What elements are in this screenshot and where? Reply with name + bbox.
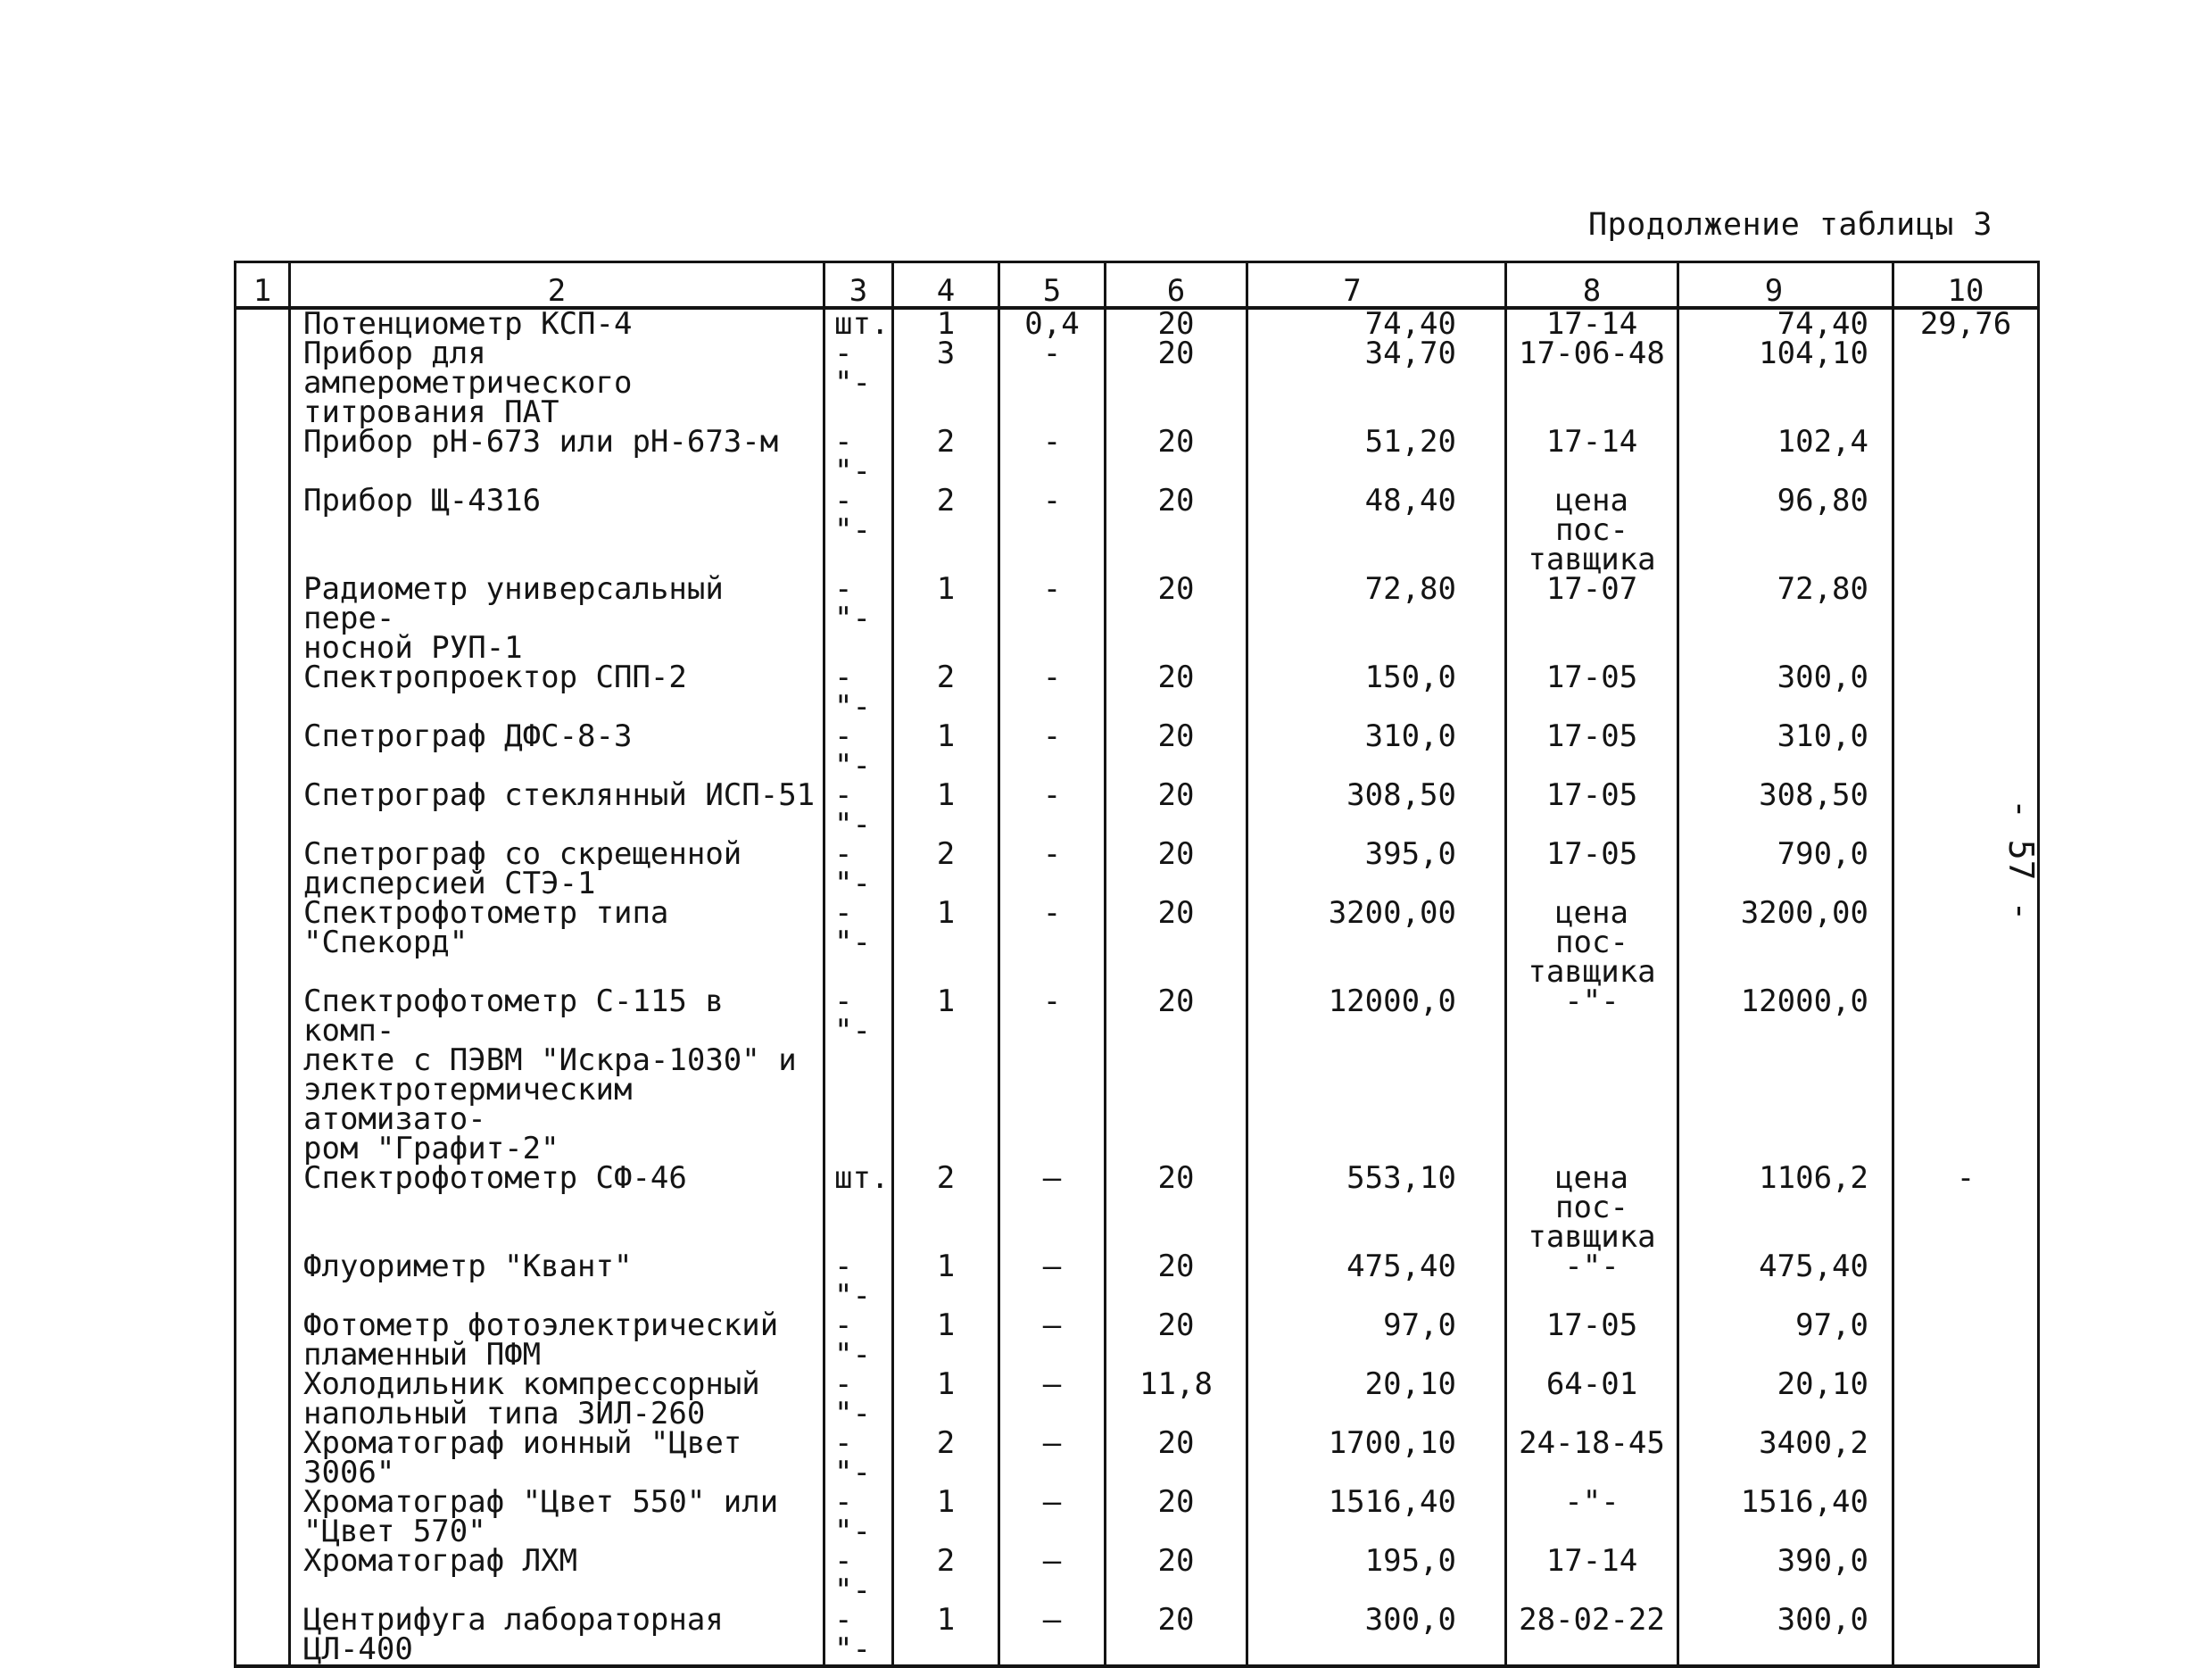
- table-cell-col-7: 1700,10: [1247, 1429, 1506, 1488]
- table-row: [236, 339, 2039, 427]
- table-cell-col-1: [236, 1488, 290, 1547]
- table-cell-col-6: 20: [1106, 987, 1247, 1164]
- table-cell-col-7: 74,40: [1247, 308, 1506, 339]
- table-cell-col-8: цена пос- тавщика: [1506, 899, 1678, 987]
- header-row: [236, 262, 2039, 309]
- table-cell-col-2: Спетрограф стеклянный ИСП-51: [290, 781, 824, 840]
- column-header-5: 5: [999, 262, 1106, 309]
- table-cell-col-6: 20: [1106, 1488, 1247, 1547]
- table-cell-col-1: [236, 899, 290, 987]
- table-cell-col-5: -: [999, 899, 1106, 987]
- table-cell-col-6: 20: [1106, 1429, 1247, 1488]
- table-cell-col-10: [1893, 1370, 2039, 1429]
- table-cell-col-2: Фотометр фотоэлектрический пламенный ПФМ: [290, 1311, 824, 1370]
- column-header-6: 6: [1106, 262, 1247, 309]
- table-cell-col-8: 28-02-22: [1506, 1606, 1678, 1666]
- table-row: [236, 1311, 2039, 1370]
- table-cell-col-5: -: [999, 339, 1106, 427]
- table-cell-col-4: 2: [893, 1547, 999, 1606]
- table-row: [236, 722, 2039, 781]
- table-cell-col-2: Флуориметр "Квант": [290, 1252, 824, 1311]
- table-cell-col-3: -"-: [824, 427, 893, 486]
- table-cell-col-10: [1893, 1606, 2039, 1666]
- table-cell-col-9: 104,10: [1678, 339, 1893, 427]
- table-cell-col-8: 17-05: [1506, 722, 1678, 781]
- table-cell-col-9: 102,4: [1678, 427, 1893, 486]
- table-cell-col-9: 97,0: [1678, 1311, 1893, 1370]
- table-cell-col-6: 20: [1106, 899, 1247, 987]
- table-cell-col-9: 308,50: [1678, 781, 1893, 840]
- table-cell-col-1: [236, 486, 290, 575]
- table-cell-col-3: -"-: [824, 575, 893, 663]
- table-cell-col-5: —: [999, 1252, 1106, 1311]
- table-cell-col-5: —: [999, 1429, 1106, 1488]
- table-cell-col-1: [236, 575, 290, 663]
- table-row: [236, 308, 2039, 339]
- table-cell-col-7: 150,0: [1247, 663, 1506, 722]
- table-cell-col-5: —: [999, 1370, 1106, 1429]
- column-header-4: 4: [893, 262, 999, 309]
- table-cell-col-7: 72,80: [1247, 575, 1506, 663]
- table-cell-col-10: -: [1893, 1164, 2039, 1252]
- table-cell-col-1: [236, 1547, 290, 1606]
- table-cell-col-1: [236, 722, 290, 781]
- table-cell-col-7: 308,50: [1247, 781, 1506, 840]
- table-cell-col-7: 3200,00: [1247, 899, 1506, 987]
- table-cell-col-9: 300,0: [1678, 663, 1893, 722]
- table-cell-col-1: [236, 663, 290, 722]
- table-cell-col-2: Спектрофотометр СФ-46: [290, 1164, 824, 1252]
- table-cell-col-5: -: [999, 663, 1106, 722]
- table-cell-col-10: [1893, 1429, 2039, 1488]
- table-cell-col-4: 1: [893, 1311, 999, 1370]
- table-cell-col-9: 1516,40: [1678, 1488, 1893, 1547]
- table-cell-col-10: [1893, 663, 2039, 722]
- table-cell-col-6: 20: [1106, 1164, 1247, 1252]
- table-cell-col-4: 1: [893, 1606, 999, 1666]
- table-cell-col-3: -"-: [824, 1488, 893, 1547]
- table-row: [236, 1606, 2039, 1666]
- table-cell-col-5: -: [999, 840, 1106, 899]
- table-cell-col-4: 2: [893, 840, 999, 899]
- table-cell-col-9: 1106,2: [1678, 1164, 1893, 1252]
- table-cell-col-7: 20,10: [1247, 1370, 1506, 1429]
- table-cell-col-4: 2: [893, 1429, 999, 1488]
- table-cell-col-2: Хроматограф ионный "Цвет 3006": [290, 1429, 824, 1488]
- table-cell-col-2: Спектрофотометр С-115 в комп- лекте с ПЭВМ "Искра-1030" и электротермическим атомизато- ром "Графит-2": [290, 987, 824, 1164]
- table-cell-col-9: 390,0: [1678, 1547, 1893, 1606]
- table-body: [236, 308, 2039, 1666]
- table-cell-col-2: Центрифуга лабораторная ЦЛ-400: [290, 1606, 824, 1666]
- table-cell-col-5: -: [999, 987, 1106, 1164]
- table-cell-col-2: Потенциометр КСП-4: [290, 308, 824, 339]
- table-cell-col-6: 20: [1106, 781, 1247, 840]
- column-header-8: 8: [1506, 262, 1678, 309]
- table-cell-col-6: 20: [1106, 575, 1247, 663]
- table-cell-col-8: -"-: [1506, 987, 1678, 1164]
- table-cell-col-8: 17-05: [1506, 1311, 1678, 1370]
- table-cell-col-2: Холодильник компрессорный напольный типа ЗИЛ-260: [290, 1370, 824, 1429]
- table-cell-col-3: -"-: [824, 1311, 893, 1370]
- column-header-2: 2: [290, 262, 824, 309]
- table-cell-col-4: 2: [893, 427, 999, 486]
- table-cell-col-4: 1: [893, 987, 999, 1164]
- column-header-7: 7: [1247, 262, 1506, 309]
- table-cell-col-7: 300,0: [1247, 1606, 1506, 1666]
- table-cell-col-1: [236, 781, 290, 840]
- table-cell-col-1: [236, 987, 290, 1164]
- table-cell-col-7: 97,0: [1247, 1311, 1506, 1370]
- table-cell-col-6: 20: [1106, 722, 1247, 781]
- table-row: [236, 486, 2039, 575]
- table-cell-col-3: -"-: [824, 781, 893, 840]
- table-cell-col-3: -"-: [824, 486, 893, 575]
- table-cell-col-1: [236, 1370, 290, 1429]
- table-row: [236, 1252, 2039, 1311]
- page-number: - 57 -: [2001, 799, 2041, 922]
- table-cell-col-5: -: [999, 427, 1106, 486]
- table-cell-col-6: 20: [1106, 1311, 1247, 1370]
- table-cell-col-4: 2: [893, 663, 999, 722]
- table-cell-col-4: 3: [893, 339, 999, 427]
- table-cell-col-8: 17-14: [1506, 308, 1678, 339]
- table-cell-col-1: [236, 1429, 290, 1488]
- column-header-10: 10: [1893, 262, 2039, 309]
- table-row: [236, 840, 2039, 899]
- table-cell-col-5: 0,4: [999, 308, 1106, 339]
- table-cell-col-2: Хроматограф "Цвет 550" или "Цвет 570": [290, 1488, 824, 1547]
- table-cell-col-9: 300,0: [1678, 1606, 1893, 1666]
- table-row: [236, 1429, 2039, 1488]
- table-cell-col-8: 17-07: [1506, 575, 1678, 663]
- table-cell-col-10: [1893, 987, 2039, 1164]
- table-row: [236, 1547, 2039, 1606]
- table-cell-col-7: 553,10: [1247, 1164, 1506, 1252]
- table-row: [236, 1164, 2039, 1252]
- table-cell-col-2: Прибор pH-673 или pH-673-м: [290, 427, 824, 486]
- table-cell-col-8: -"-: [1506, 1252, 1678, 1311]
- table-cell-col-10: 29,76: [1893, 308, 2039, 339]
- table-cell-col-5: —: [999, 1311, 1106, 1370]
- table-cell-col-6: 20: [1106, 339, 1247, 427]
- table-cell-col-9: 3400,2: [1678, 1429, 1893, 1488]
- table-cell-col-6: 11,8: [1106, 1370, 1247, 1429]
- table-cell-col-2: Спетрограф со скрещенной дисперсией СТЭ-1: [290, 840, 824, 899]
- table-cell-col-4: 1: [893, 1370, 999, 1429]
- table-cell-col-2: Спетрограф ДФС-8-3: [290, 722, 824, 781]
- table-cell-col-9: 74,40: [1678, 308, 1893, 339]
- table-cell-col-4: 1: [893, 1488, 999, 1547]
- table-cell-col-7: 51,20: [1247, 427, 1506, 486]
- table-cell-col-10: [1893, 1547, 2039, 1606]
- table-cell-col-8: 17-05: [1506, 840, 1678, 899]
- table-cell-col-9: 20,10: [1678, 1370, 1893, 1429]
- table-cell-col-3: шт.: [824, 308, 893, 339]
- table-cell-col-10: [1893, 1252, 2039, 1311]
- table-row: [236, 663, 2039, 722]
- table-cell-col-1: [236, 1606, 290, 1666]
- table-cell-col-1: [236, 1164, 290, 1252]
- table-row: [236, 575, 2039, 663]
- table-cell-col-3: -"-: [824, 899, 893, 987]
- table-cell-col-3: -"-: [824, 722, 893, 781]
- table-cell-col-5: -: [999, 486, 1106, 575]
- table-cell-col-8: 17-06-48: [1506, 339, 1678, 427]
- table-cell-col-3: -"-: [824, 1252, 893, 1311]
- table-cell-col-9: 310,0: [1678, 722, 1893, 781]
- table-cell-col-7: 34,70: [1247, 339, 1506, 427]
- table-cell-col-8: 17-14: [1506, 427, 1678, 486]
- table-cell-col-7: 475,40: [1247, 1252, 1506, 1311]
- table-cell-col-7: 12000,0: [1247, 987, 1506, 1164]
- table-cell-col-4: 1: [893, 575, 999, 663]
- table-cell-col-8: цена пос- тавщика: [1506, 486, 1678, 575]
- table-cell-col-4: 1: [893, 1252, 999, 1311]
- table-cell-col-6: 20: [1106, 1606, 1247, 1666]
- table-cell-col-5: -: [999, 575, 1106, 663]
- table-row: [236, 427, 2039, 486]
- table-cell-col-4: 1: [893, 781, 999, 840]
- table-cell-col-9: 790,0: [1678, 840, 1893, 899]
- table-cell-col-6: 20: [1106, 840, 1247, 899]
- table-cell-col-5: —: [999, 1547, 1106, 1606]
- table-cell-col-3: -"-: [824, 1547, 893, 1606]
- table-cell-col-9: 72,80: [1678, 575, 1893, 663]
- table-cell-col-6: 20: [1106, 1252, 1247, 1311]
- table-cell-col-7: 395,0: [1247, 840, 1506, 899]
- table-cell-col-5: —: [999, 1606, 1106, 1666]
- column-header-3: 3: [824, 262, 893, 309]
- table-cell-col-2: Спектрофотометр типа "Спекорд": [290, 899, 824, 987]
- table-cell-col-9: 96,80: [1678, 486, 1893, 575]
- table-cell-col-4: 1: [893, 722, 999, 781]
- table-cell-col-5: —: [999, 1488, 1106, 1547]
- table-cell-col-6: 20: [1106, 663, 1247, 722]
- table-cell-col-5: -: [999, 781, 1106, 840]
- table-cell-col-9: 3200,00: [1678, 899, 1893, 987]
- table-cell-col-8: цена пос- тавщика: [1506, 1164, 1678, 1252]
- table-cell-col-3: -"-: [824, 663, 893, 722]
- table-cell-col-10: [1893, 486, 2039, 575]
- table-cell-col-3: -"-: [824, 840, 893, 899]
- table-cell-col-10: [1893, 575, 2039, 663]
- table-cell-col-7: 1516,40: [1247, 1488, 1506, 1547]
- table-cell-col-7: 48,40: [1247, 486, 1506, 575]
- table-cell-col-2: Радиометр универсальный пере- носной РУП-1: [290, 575, 824, 663]
- table-cell-col-1: [236, 840, 290, 899]
- equipment-table: [234, 261, 2040, 1668]
- table-cell-col-1: [236, 1252, 290, 1311]
- table-cell-col-3: -"-: [824, 1606, 893, 1666]
- table-cell-col-8: 17-05: [1506, 781, 1678, 840]
- table-cell-col-3: -"-: [824, 1370, 893, 1429]
- table-cell-col-5: -: [999, 722, 1106, 781]
- table-cell-col-6: 20: [1106, 1547, 1247, 1606]
- table-row: [236, 1370, 2039, 1429]
- table-cell-col-8: 24-18-45: [1506, 1429, 1678, 1488]
- table-row: [236, 987, 2039, 1164]
- table-cell-col-10: [1893, 339, 2039, 427]
- table-cell-col-3: -"-: [824, 1429, 893, 1488]
- table-cell-col-9: 12000,0: [1678, 987, 1893, 1164]
- table-cell-col-3: -"-: [824, 339, 893, 427]
- table-row: [236, 781, 2039, 840]
- table-cell-col-7: 195,0: [1247, 1547, 1506, 1606]
- table-cell-col-10: [1893, 1311, 2039, 1370]
- table-continuation-caption: Продолжение таблицы 3: [1587, 207, 1992, 243]
- table-cell-col-1: [236, 339, 290, 427]
- table-cell-col-10: [1893, 722, 2039, 781]
- table-cell-col-3: -"-: [824, 987, 893, 1164]
- table-cell-col-4: 1: [893, 308, 999, 339]
- table-cell-col-1: [236, 427, 290, 486]
- table-cell-col-8: 17-05: [1506, 663, 1678, 722]
- table-cell-col-5: —: [999, 1164, 1106, 1252]
- table-cell-col-4: 1: [893, 899, 999, 987]
- table-cell-col-4: 2: [893, 486, 999, 575]
- column-header-1: 1: [236, 262, 290, 309]
- table-cell-col-1: [236, 1311, 290, 1370]
- table-cell-col-3: шт.: [824, 1164, 893, 1252]
- table-cell-col-2: Прибор Щ-4316: [290, 486, 824, 575]
- table-cell-col-10: [1893, 427, 2039, 486]
- table-cell-col-10: [1893, 1488, 2039, 1547]
- table-cell-col-6: 20: [1106, 427, 1247, 486]
- table-cell-col-8: -"-: [1506, 1488, 1678, 1547]
- table-cell-col-8: 17-14: [1506, 1547, 1678, 1606]
- table-cell-col-2: Спектропроектор СПП-2: [290, 663, 824, 722]
- table-cell-col-8: 64-01: [1506, 1370, 1678, 1429]
- table-cell-col-6: 20: [1106, 308, 1247, 339]
- table-row: [236, 899, 2039, 987]
- table-cell-col-7: 310,0: [1247, 722, 1506, 781]
- table-cell-col-2: Хроматограф ЛХМ: [290, 1547, 824, 1606]
- table-header: [236, 262, 2039, 309]
- table-cell-col-4: 2: [893, 1164, 999, 1252]
- table-cell-col-1: [236, 308, 290, 339]
- table-cell-col-6: 20: [1106, 486, 1247, 575]
- table-cell-col-9: 475,40: [1678, 1252, 1893, 1311]
- table-row: [236, 1488, 2039, 1547]
- table-cell-col-2: Прибор для амперометрического титрования ПАТ: [290, 339, 824, 427]
- column-header-9: 9: [1678, 262, 1893, 309]
